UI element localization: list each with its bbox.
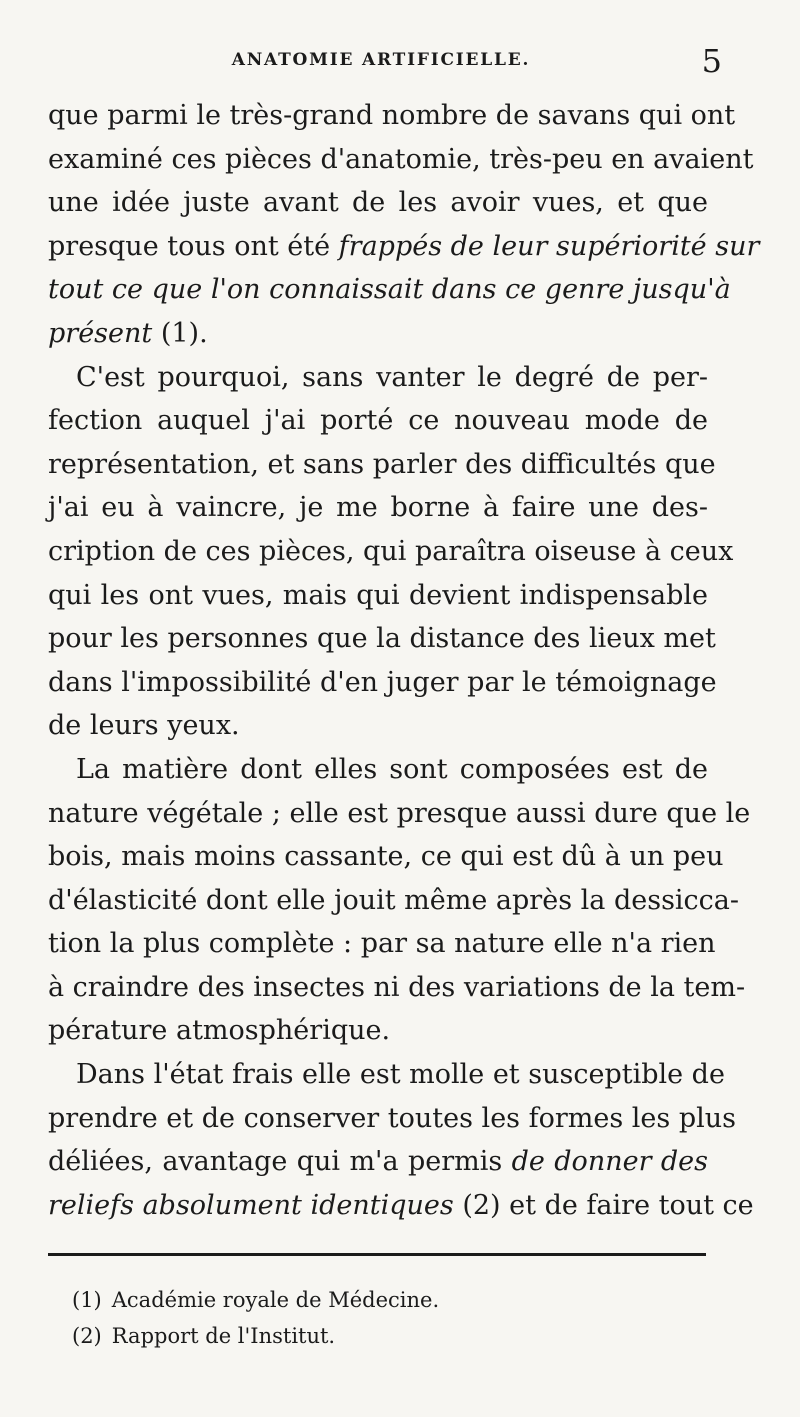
text-line: représentation, et sans parler des difficultés que bbox=[48, 448, 716, 480]
italic-span: reliefs absolument identiques bbox=[48, 1189, 454, 1221]
text-line: que parmi le très-grand nombre de savans qui ont bbox=[48, 100, 736, 131]
paragraph-2 bbox=[48, 356, 734, 748]
text-line: à craindre des insectes ni des variations de la tem- bbox=[48, 971, 746, 1003]
footnote-marker: (1) bbox=[72, 1288, 102, 1312]
text-line: nature végétale ; elle est presque aussi dure que le bbox=[48, 797, 751, 829]
text-line bbox=[48, 1140, 708, 1184]
paragraph-1 bbox=[48, 94, 760, 356]
footnote-ref: (1). bbox=[152, 317, 208, 349]
text-line: La matière dont elles sont composées est de bbox=[76, 753, 708, 785]
text-line: fection auquel j'ai porté ce nouveau mode de bbox=[48, 405, 708, 437]
running-title: ANATOMIE ARTIFICIELLE. bbox=[231, 50, 531, 70]
text-line bbox=[48, 1184, 754, 1228]
footnote-marker: (2) bbox=[72, 1324, 102, 1348]
text-line: Dans l'état frais elle est molle et susceptible de bbox=[76, 1059, 725, 1091]
italic-span: frappés de leur supériorité sur bbox=[338, 230, 760, 262]
footnote-text: Académie royale de Médecine. bbox=[111, 1288, 440, 1312]
text-line: d'élasticité dont elle jouit même après la dessicca- bbox=[48, 884, 740, 916]
page-number: 5 bbox=[701, 42, 722, 80]
text-span: déliées, avantage qui m'a permis bbox=[48, 1146, 512, 1178]
text-line bbox=[48, 312, 708, 356]
italic-span: de donner des bbox=[511, 1146, 708, 1178]
text-line: prendre et de conserver toutes les formes les plus bbox=[48, 1102, 736, 1134]
text-line: une idée juste avant de les avoir vues, et que bbox=[48, 187, 708, 219]
text-line: j'ai eu à vaincre, je me borne à faire une des- bbox=[48, 492, 708, 524]
footnote-2 bbox=[72, 1318, 692, 1354]
body-text bbox=[48, 94, 760, 1227]
text-line: qui les ont vues, mais qui devient indispensable bbox=[48, 579, 708, 611]
footnotes bbox=[72, 1282, 692, 1354]
text-line: dans l'impossibilité d'en juger par le témoignage bbox=[48, 666, 717, 698]
text-line: cription de ces pièces, qui paraîtra oiseuse à ceux bbox=[48, 535, 734, 567]
paragraph-3 bbox=[48, 748, 751, 1053]
footnote-rule bbox=[48, 1253, 706, 1256]
text-line: tout ce que l'on connaissait dans ce genre jusqu'à bbox=[48, 274, 731, 306]
footnote-1 bbox=[72, 1282, 692, 1318]
text-line: bois, mais moins cassante, ce qui est dû à un peu bbox=[48, 841, 724, 873]
text-span: (2) et de faire tout ce bbox=[453, 1189, 754, 1221]
text-line: de leurs yeux. bbox=[48, 710, 240, 742]
text-line bbox=[48, 225, 760, 269]
text-line: pour les personnes que la distance des lieux met bbox=[48, 623, 716, 655]
text-span: presque tous ont été bbox=[48, 230, 339, 262]
footnote-text: Rapport de l'Institut. bbox=[111, 1324, 336, 1348]
text-line: examiné ces pièces d'anatomie, très-peu en avaient bbox=[48, 143, 754, 175]
text-line: pérature atmosphérique. bbox=[48, 1015, 391, 1047]
italic-span: présent bbox=[48, 317, 153, 349]
text-line: tion la plus complète : par sa nature elle n'a rien bbox=[48, 928, 716, 960]
running-head bbox=[48, 42, 722, 80]
text-line: C'est pourquoi, sans vanter le degré de per- bbox=[76, 361, 708, 393]
paragraph-4 bbox=[48, 1053, 754, 1227]
